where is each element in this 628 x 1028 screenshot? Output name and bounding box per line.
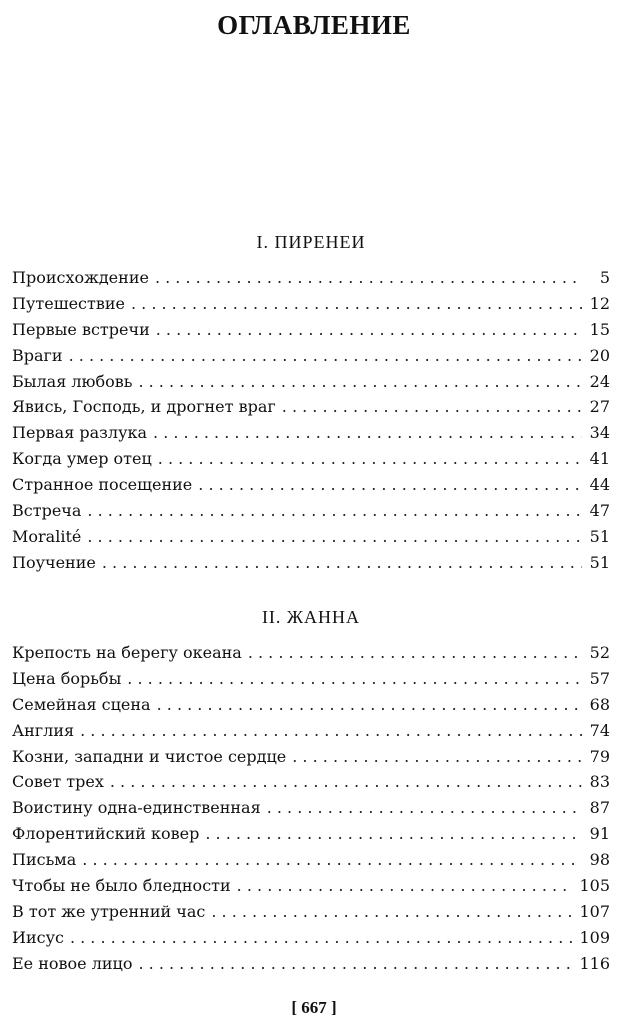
section-pyrenees [12,232,610,576]
toc-entry-title: Флорентийский ковер [12,824,200,844]
toc-entry[interactable] [12,873,610,899]
toc-entry-page: 87 [589,798,610,818]
dot-leader [131,291,582,317]
toc-entry[interactable] [12,795,610,821]
toc-entry-page: 79 [589,746,610,766]
toc-entry-title: Козни, западни и чистое сердце [12,746,287,766]
toc-entry-title: Письма [12,850,77,870]
toc-entry-page: 91 [589,824,610,844]
toc-entry-page: 24 [589,371,610,391]
toc-entry[interactable] [12,769,610,795]
toc-entry-page: 5 [599,268,610,287]
toc-entry-title: Крепость на берегу океана [12,643,242,662]
toc-list [12,265,610,576]
dot-leader [211,899,573,925]
toc-entry-page: 51 [589,552,610,572]
toc-entry[interactable] [12,498,610,524]
toc-entry-title: Чтобы не было бледности [12,876,231,896]
toc-entry[interactable] [12,446,610,472]
toc-entry-title: Враги [12,345,63,365]
section-title: II. ЖАННА [261,607,361,627]
toc-entry-title: Странное посещение [12,475,193,495]
dot-leader [80,718,582,744]
toc-entry-page: 83 [589,772,610,792]
toc-entry[interactable] [12,951,610,977]
dot-leader [70,925,574,951]
dot-leader [138,369,582,395]
toc-list [12,640,610,977]
toc-entry-page: 34 [589,423,610,443]
toc-entry[interactable] [12,550,610,576]
toc-entry-title: Англия [12,720,75,740]
toc-entry-page: 52 [589,643,610,662]
section-zhanna [12,607,610,977]
toc-entry-title: Путешествие [12,293,125,313]
toc-entry-title: Воистину одна-единственная [12,798,261,818]
toc-entry-title: Цена борьбы [12,668,122,688]
toc-entry-page: 27 [589,397,610,417]
toc-entry-page: 74 [589,720,610,740]
dot-leader [248,640,582,666]
dot-leader [237,873,574,899]
dot-leader [205,821,582,847]
toc-entry-page: 15 [589,319,610,339]
toc-entry-title: Первая разлука [12,423,148,443]
page-title: ОГЛАВЛЕНИЕ [217,10,411,40]
toc-entry[interactable] [12,847,610,873]
dot-leader [138,951,573,977]
toc-entry[interactable] [12,666,610,692]
toc-entry-title: Происхождение [12,268,149,287]
toc-entry[interactable] [12,291,610,317]
dot-leader [198,472,582,498]
toc-entry-page: 109 [579,927,610,947]
section-title: I. ПИРЕНЕИ [256,232,366,252]
toc-entry-page: 20 [589,345,610,365]
dot-leader [158,446,582,472]
toc-entry-title: Совет трех [12,772,104,792]
dot-leader [87,498,582,524]
toc-entry-page: 116 [579,953,610,973]
toc-entry-title: В тот же утренний час [12,901,206,921]
dot-leader [102,550,582,576]
footer-page-number: [ 667 ] [291,998,337,1017]
toc-entry-title: Семейная сцена [12,694,151,714]
toc-entry-title: Первые встречи [12,319,150,339]
toc-entry-page: 51 [589,526,610,546]
toc-entry[interactable] [12,744,610,770]
toc-entry[interactable] [12,472,610,498]
toc-entry[interactable] [12,369,610,395]
dot-leader [155,265,582,291]
dot-leader [127,666,582,692]
toc-entry-title: Когда умер отец [12,449,152,469]
toc-entry[interactable] [12,394,610,420]
toc-entry[interactable] [12,718,610,744]
dot-leader [156,317,582,343]
dot-leader [292,744,582,770]
toc-entry-page: 107 [579,901,610,921]
toc-entry-title: Поучение [12,552,96,572]
toc-entry-page: 68 [589,694,610,714]
dot-leader [153,420,582,446]
toc-entry[interactable] [12,420,610,446]
dot-leader [267,795,582,821]
toc-entry-title: Встреча [12,501,82,521]
toc-entry-page: 12 [589,293,610,313]
dot-leader [282,394,582,420]
dot-leader [82,847,582,873]
toc-entry-title: Явись, Господь, и дрогнет враг [12,397,276,417]
toc-entry[interactable] [12,925,610,951]
toc-entry[interactable] [12,821,610,847]
toc-entry-title: Moralité [12,526,82,546]
toc-entry[interactable] [12,265,610,291]
toc-entry-page: 44 [589,475,610,495]
toc-entry-title: Ее новое лицо [12,953,133,973]
toc-entry[interactable] [12,524,610,550]
toc-entry-page: 41 [589,449,610,469]
toc-entry-page: 47 [589,501,610,521]
toc-entry-title: Былая любовь [12,371,133,391]
dot-leader [157,692,582,718]
toc-entry[interactable] [12,343,610,369]
toc-entry-title: Иисус [12,927,64,947]
dot-leader [69,343,582,369]
toc-entry[interactable] [12,640,610,666]
toc-entry-page: 98 [589,850,610,870]
toc-entry-page: 105 [579,876,610,896]
toc-entry[interactable] [12,899,610,925]
dot-leader [110,769,582,795]
toc-entry-page: 57 [589,668,610,688]
dot-leader [87,524,582,550]
toc-entry[interactable] [12,692,610,718]
toc-entry[interactable] [12,317,610,343]
